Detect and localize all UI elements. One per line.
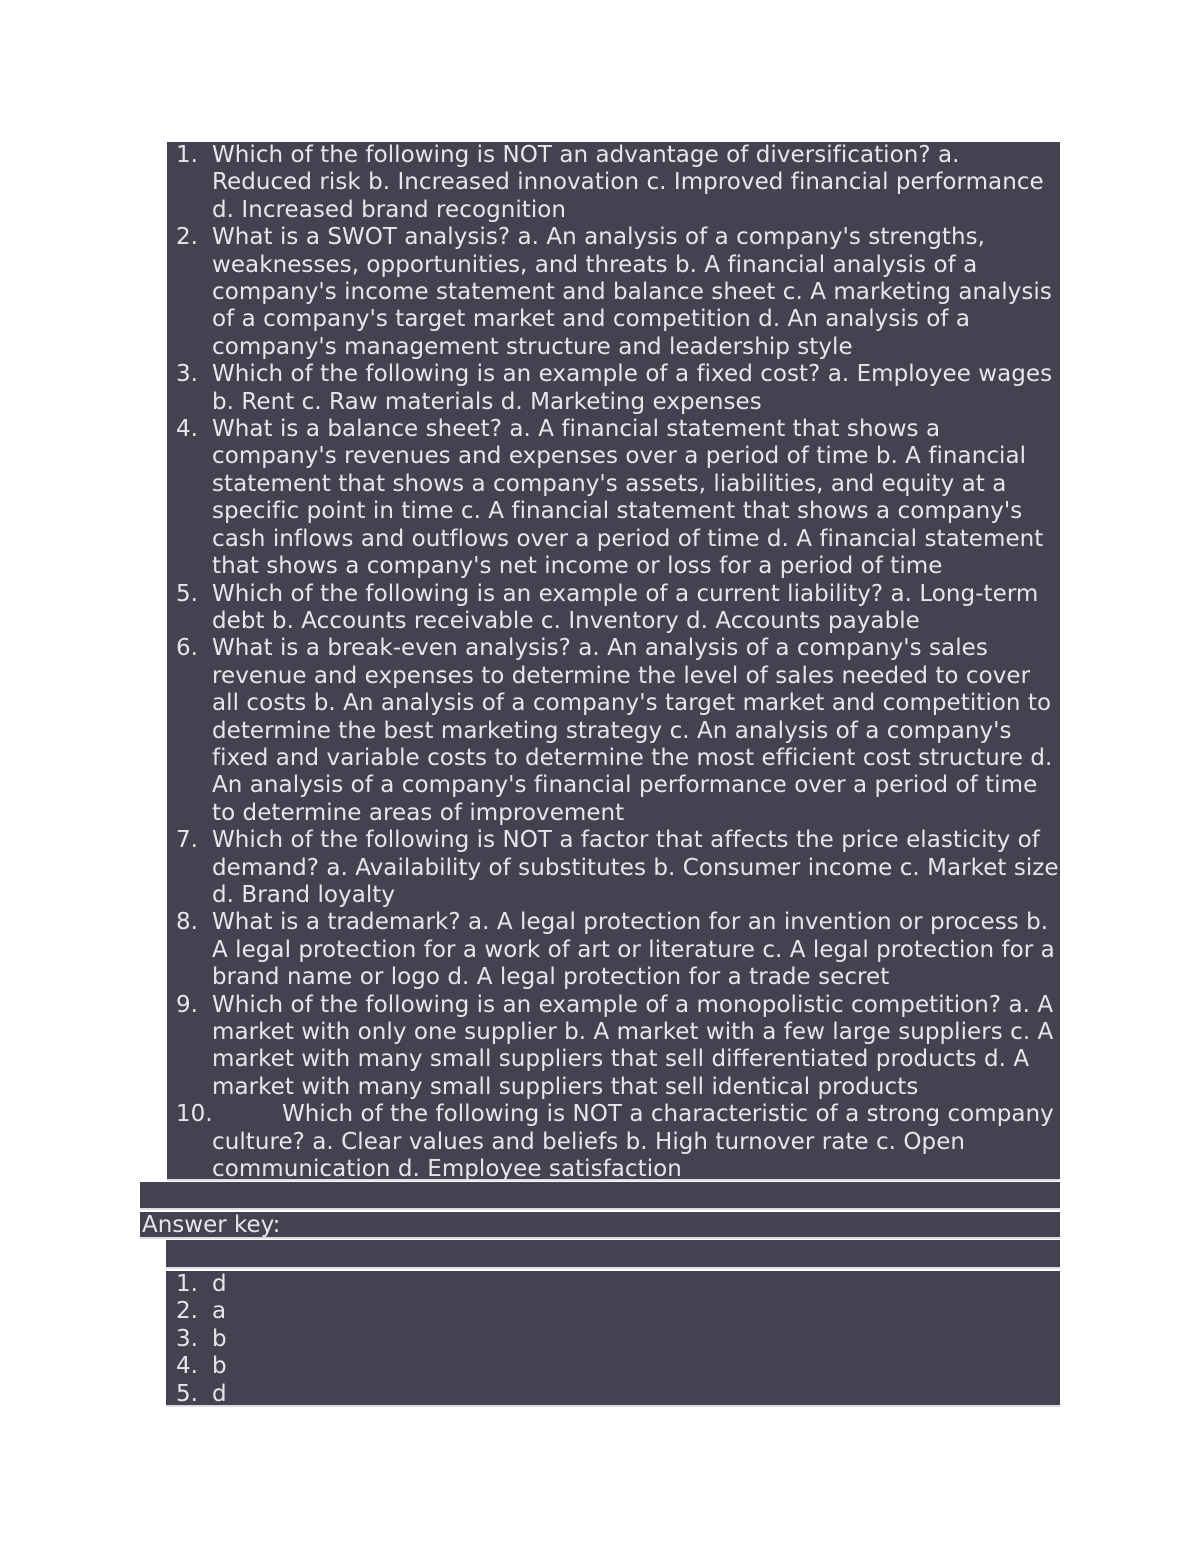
question-item-5 <box>167 581 1060 636</box>
question-item-9 <box>167 992 1060 1102</box>
answer-list <box>166 1271 1060 1408</box>
question-list <box>167 142 1060 1183</box>
question-text: Which of the following is NOT a factor that affects the price elasticity of demand? a. Availability of substitutes b. Consumer income c. Market size d. Brand loyalty <box>212 827 1059 908</box>
question-text: What is a trademark? a. A legal protection for an invention or process b. A legal protection for a work of art or literature c. A legal protection for a brand name or logo d. A legal protection for a trade secret <box>212 909 1055 991</box>
answer-item-3 <box>166 1326 1060 1353</box>
answer-text: a <box>212 1298 227 1325</box>
answer-number: 2. <box>176 1298 198 1325</box>
answer-number: 4. <box>176 1353 198 1380</box>
spacer-bar <box>140 1182 1060 1210</box>
question-text: What is a balance sheet? a. A financial statement that shows a company's revenues and expenses over a period of time b. A financial statement that shows a company's assets, liabilities, and equity at a specific point in time c. A financial statement that shows a company's cash inflows and outflows over a period of time d. A financial statement that shows a company's net income or loss for a period of time <box>212 416 1044 580</box>
answer-item-4 <box>166 1353 1060 1380</box>
question-number: 10. <box>176 1101 213 1128</box>
question-text: Which of the following is NOT an advantage of diversification? a. Reduced risk b. Increased innovation c. Improved financial performance d. Increased brand recognition <box>212 142 1044 223</box>
question-item-8 <box>167 909 1060 991</box>
question-item-7 <box>167 827 1060 909</box>
question-item-2 <box>167 224 1060 361</box>
answer-item-1 <box>166 1271 1060 1298</box>
question-number: 7. <box>176 827 199 854</box>
answer-text: b <box>212 1325 227 1352</box>
question-number: 2. <box>176 224 199 251</box>
question-item-4 <box>167 416 1060 580</box>
spacer-bar <box>166 1240 1060 1269</box>
questions-block <box>167 142 1060 1181</box>
answers-block <box>166 1271 1060 1407</box>
question-number: 8. <box>176 909 199 936</box>
answer-text: b <box>212 1353 227 1380</box>
question-number: 5. <box>176 580 199 607</box>
question-text: Which of the following is an example of a monopolistic competition? a. A market with only one supplier b. A market with a few large suppliers c. A market with many small suppliers that sell differentiated products d. A market with many small suppliers that sell identical products <box>212 991 1054 1100</box>
question-number: 1. <box>176 142 199 168</box>
question-number: 3. <box>176 361 199 388</box>
answer-text: d <box>212 1271 227 1297</box>
question-text: What is a SWOT analysis? a. An analysis of a company's strengths, weaknesses, opportunities, and threats b. A financial analysis of a company's income statement and balance sheet c. A marketing analysis of a company's target market and competition d. An analysis of a company's management structure and leadership style <box>212 224 1052 360</box>
answer-item-5 <box>166 1381 1060 1408</box>
question-text: Which of the following is NOT a characteristic of a strong company culture? a. Clear values and beliefs b. High turnover rate c. Open communication d. Employee satisfaction <box>212 1101 1054 1183</box>
answer-key-heading: Answer key: <box>142 1212 281 1238</box>
question-item-6 <box>167 635 1060 827</box>
answer-item-2 <box>166 1298 1060 1325</box>
question-number: 9. <box>176 991 199 1018</box>
question-text: Which of the following is an example of a current liability? a. Long-term debt b. Accounts receivable c. Inventory d. Accounts payable <box>212 580 1039 634</box>
question-item-1 <box>167 142 1060 224</box>
answer-number: 3. <box>176 1325 198 1352</box>
answer-text: d <box>212 1380 227 1407</box>
question-text: What is a break-even analysis? a. An analysis of a company's sales revenue and expenses to determine the level of sales needed to cover all costs b. An analysis of a company's target market and competition to determine the best marketing strategy c. An analysis of a company's fixed and variable costs to determine the most efficient cost structure d. An analysis of a company's financial performance over a period of time to determine areas of improvement <box>212 635 1053 826</box>
question-number: 6. <box>176 635 199 662</box>
question-item-10 <box>167 1101 1060 1183</box>
answer-number: 1. <box>176 1271 198 1297</box>
question-number: 4. <box>176 416 199 443</box>
question-text: Which of the following is an example of a fixed cost? a. Employee wages b. Rent c. Raw materials d. Marketing expenses <box>212 361 1053 415</box>
question-item-3 <box>167 361 1060 416</box>
answer-number: 5. <box>176 1380 198 1407</box>
